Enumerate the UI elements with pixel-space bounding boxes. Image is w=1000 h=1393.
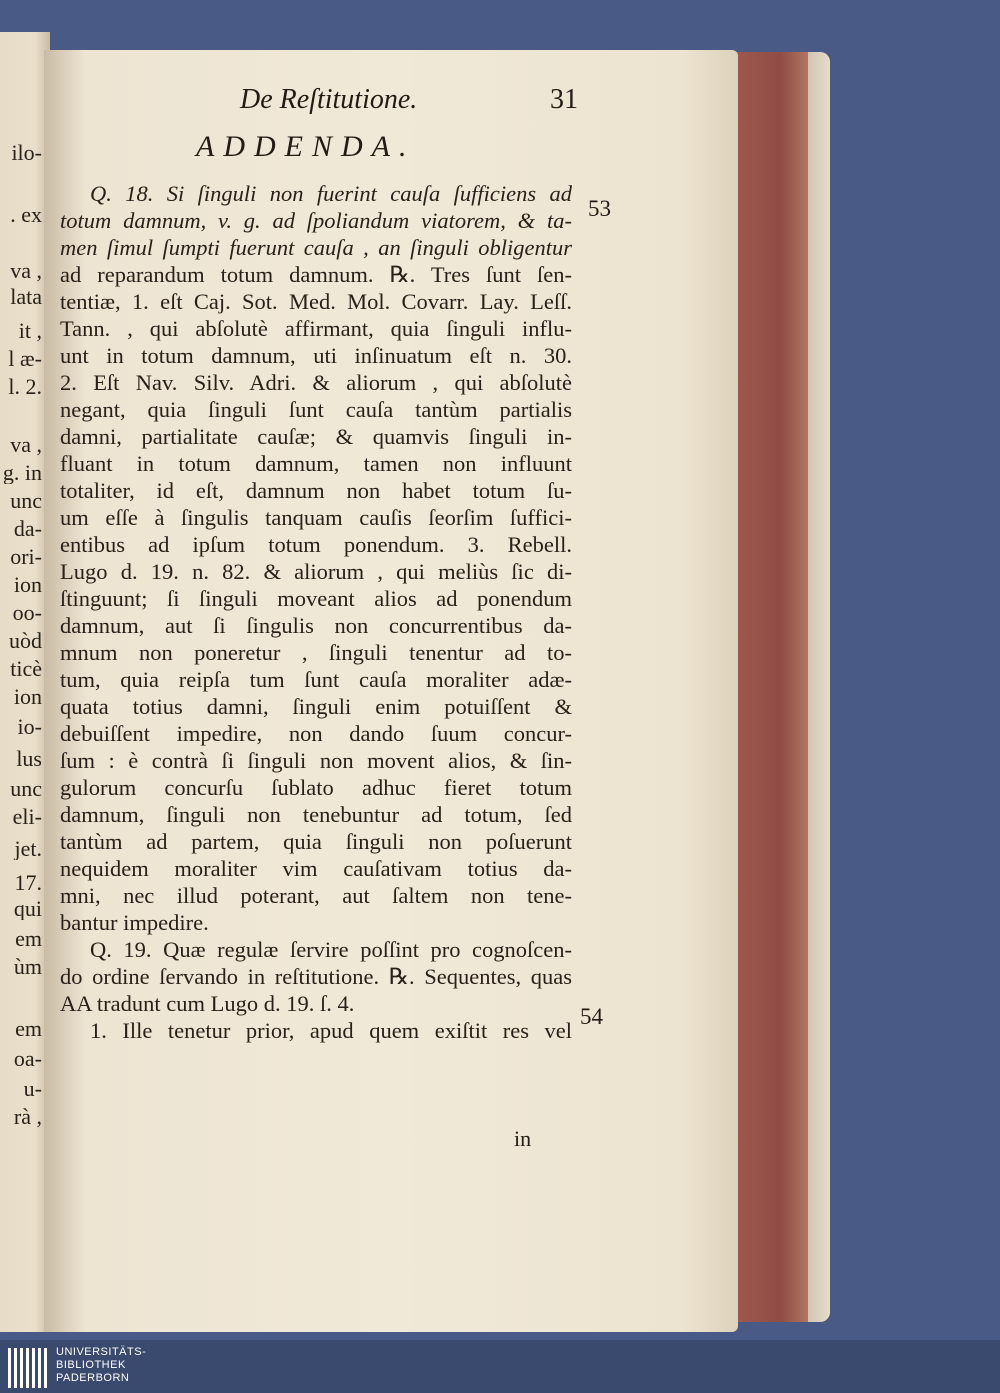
facing-page-fragment: g. in: [2, 462, 42, 484]
page-number: 31: [550, 84, 578, 115]
running-head: De Reſtitutione.: [240, 84, 418, 115]
text-line: Tann. , qui abſolutè affirmant, quia ſinguli influ-: [60, 316, 572, 341]
text-line: AA tradunt cum Lugo d. 19. ſ. 4.: [60, 991, 355, 1016]
library-logo-icon: [8, 1346, 48, 1388]
facing-page-fragment: jet.: [14, 838, 42, 860]
facing-page-fragment: uòd: [9, 630, 42, 652]
facing-page-fragment: l æ-: [8, 348, 42, 370]
text-line: tentiæ, 1. eſt Caj. Sot. Med. Mol. Covarr. Lay. Leſſ.: [60, 289, 572, 314]
facing-page-fragment: lata: [10, 286, 42, 308]
text-line: negant, quia ſinguli ſunt cauſa tantùm partialis: [60, 397, 572, 422]
text-line: damnum, aut ſi ſingulis non concurrentibus da-: [60, 613, 572, 638]
facing-page-fragment: da-: [13, 518, 42, 540]
text-line: totaliter, id eſt, damnum non habet totum ſu-: [60, 478, 572, 503]
library-name: [56, 1346, 146, 1385]
text-line: entibus ad ipſum totum ponendum. 3. Rebell.: [60, 532, 572, 557]
facing-page-fragment: eli-: [12, 806, 42, 828]
facing-page-fragment: 17.: [14, 872, 42, 894]
facing-page-fragment: lus: [16, 748, 42, 770]
facing-page-fragment: va ,: [10, 260, 42, 282]
text-line: damni, partialitate cauſæ; & quamvis ſinguli in-: [60, 424, 572, 449]
text-line: ſtinguunt; ſi ſinguli moveant alios ad ponendum: [60, 586, 572, 611]
text-line: Q. 19. Quæ regulæ ſervire poſſint pro cognoſcen-: [90, 937, 572, 962]
text-line: 2. Eſt Nav. Silv. Adri. & aliorum , qui abſolutè: [60, 370, 572, 395]
facing-page-fragment: io-: [17, 716, 42, 738]
facing-page-fragment: qui: [13, 898, 42, 920]
facing-page-fragment: em: [15, 928, 42, 950]
text-line: um eſſe à ſingulis tanquam cauſis ſeorſim ſuffici-: [60, 505, 572, 530]
margin-number: 54: [580, 1004, 603, 1029]
text-line: totum damnum, v. g. ad ſpoliandum viatorem, & ta-: [60, 208, 572, 233]
text-line: nequidem moraliter vim cauſativam totius da-: [60, 856, 572, 881]
catchword: in: [514, 1126, 532, 1151]
text-line: mnum non poneretur , ſinguli tenentur ad to-: [60, 640, 572, 665]
facing-page-fragment: l. 2.: [8, 376, 42, 398]
facing-page-fragment: rà ,: [13, 1106, 42, 1128]
library-name-line: UNIVERSITÄTS-: [56, 1346, 147, 1358]
facing-page-fragment: ilo-: [11, 142, 42, 164]
text-line: debuiſſent impedire, non dando ſuum concur-: [60, 721, 572, 746]
text-line: damnum, ſinguli non tenebuntur ad totum, ſed: [60, 802, 572, 827]
text-line: Lugo d. 19. n. 82. & aliorum , qui meliùs ſic di-: [60, 559, 572, 584]
facing-page-fragment: unc: [10, 490, 42, 512]
section-title: ADDENDA.: [196, 130, 416, 163]
facing-page-fragment: it ,: [18, 320, 42, 342]
text-line: tantùm ad partem, quia ſinguli non poſuerunt: [60, 829, 572, 854]
text-line: unt in totum damnum, uti inſinuatum eſt n. 30.: [60, 343, 572, 368]
facing-page-fragment: em: [15, 1018, 42, 1040]
text-line: men ſimul ſumpti fuerunt cauſa , an ſinguli obligentur: [60, 235, 572, 260]
library-name-line: BIBLIOTHEK: [56, 1359, 126, 1371]
facing-page-fragment: u-: [23, 1078, 42, 1100]
facing-page: [0, 32, 50, 1332]
facing-page-fragment: va ,: [10, 434, 42, 456]
text-line: ad reparandum totum damnum. ℞. Tres ſunt ſen-: [60, 262, 572, 287]
facing-page-fragment: ion: [13, 686, 42, 708]
text-line: mni, nec illud poterant, aut ſaltem non tene-: [60, 883, 572, 908]
facing-page-fragment: unc: [10, 778, 42, 800]
margin-number: 53: [588, 196, 611, 221]
facing-page-fragment: . ex: [10, 204, 42, 226]
facing-page-fragment: ticè: [10, 658, 42, 680]
text-line: quata totius damni, ſinguli enim potuiſſent &: [60, 694, 572, 719]
text-line: fluant in totum damnum, tamen non influunt: [60, 451, 572, 476]
facing-page-fragment: oo-: [12, 602, 42, 624]
facing-page-fragment: ori-: [10, 546, 42, 568]
text-line: ſum : è contrà ſi ſinguli non movent alios, & ſin-: [60, 748, 572, 773]
text-line: 1. Ille tenetur prior, apud quem exiſtit res vel: [90, 1018, 572, 1043]
text-line: tum, quia reipſa tum ſunt cauſa moraliter adæ-: [60, 667, 572, 692]
book-cover-board: [808, 52, 830, 1322]
library-footer: [0, 1340, 1000, 1393]
facing-page-fragment: oa-: [13, 1048, 42, 1070]
library-name-line: PADERBORN: [56, 1372, 130, 1384]
text-line: gulorum concurſu ſublato adhuc fieret totum: [60, 775, 572, 800]
text-line: bantur impedire.: [60, 910, 209, 935]
facing-page-fragment: ion: [13, 574, 42, 596]
body-text: [60, 180, 572, 1044]
facing-page-fragment: ùm: [13, 956, 42, 978]
text-line: do ordine ſervando in reſtitutione. ℞. Sequentes, quas: [60, 964, 572, 989]
text-line: Q. 18. Si ſinguli non fuerint cauſa ſufficiens ad: [90, 181, 572, 206]
